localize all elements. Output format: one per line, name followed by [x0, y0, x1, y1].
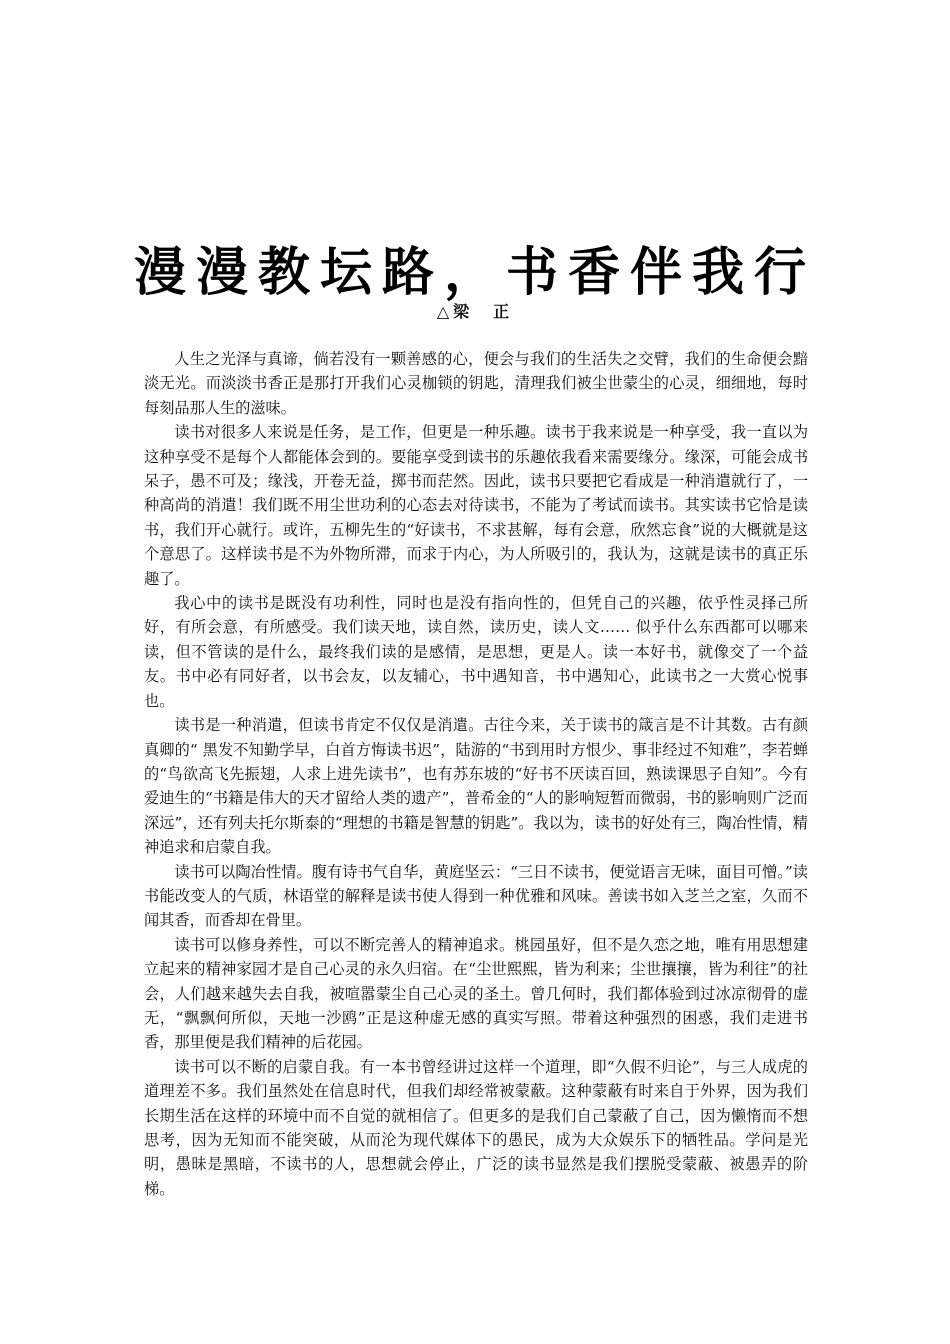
paragraph-3: 我心中的读书是既没有功利性，同时也是没有指向性的，但凭自己的兴趣，依乎性灵择己所好，有所会意，有所感受。我们读天地，读自然，读历史，读人文…… 似乎什么东西都可以哪来读，但不管读的是什么，最终我们读的是感情，是思想，更是人。读一本好书，就像交了一个益友。书中必有同好者，以书会友，以友辅心，书中遇知音，书中遇知心，此读书之一大赏心悦事也。 [144, 594, 808, 710]
paragraph-6: 读书可以修身养性，可以不断完善人的精神追求。桃园虽好，但不是久恋之地，唯有用思想建立起来的精神家园才是自己心灵的永久归宿。在“尘世熙熙，皆为利来；尘世攘攘，皆为利往”的社会，人们越来越失去自我，被喧嚣蒙尘自己心灵的圣土。曾几何时，我们都体验到过冰凉彻骨的虚无，“飘飘何所似，天地一沙鸥”正是这种虚无感的真实写照。带着这种强烈的困惑，我们走进书香，那里便是我们精神的后花园。 [144, 935, 808, 1052]
paragraph-5: 读书可以陶冶性情。腹有诗书气自华，黄庭坚云：“三日不读书，便觉语言无味，面目可憎。”读书能改变人的气质，林语堂的解释是读书使人得到一种优雅和风味。善读书如入芝兰之室，久而不闻其香，而香却在骨里。 [144, 862, 808, 930]
paragraph-2: 读书对很多人来说是任务，是工作，但更是一种乐趣。读书于我来说是一种享受，我一直以为这种享受不是每个人都能体会到的。要能享受到读书的乐趣依我看来需要缘分。缘深，可能会成书呆子，愚不可及；缘浅，开卷无益，掷书而茫然。因此，读书只要把它看成是一种消遣就行了，一种高尚的消遣！我们既不用尘世功利的心态去对待读书，不能为了考试而读书。其实读书它恰是读书，我们开心就行。或许，五柳先生的“好读书，不求甚解，每有会意，欣然忘食”说的大概就是这个意思了。这样读书是不为外物所滞，而求于内心，为人所吸引的，我认为，这就是读书的真正乐趣了。 [144, 423, 808, 588]
article-author: △梁 正 [436, 302, 514, 321]
article-body [144, 347, 808, 1201]
article-title: 漫漫教坛路，书香伴我行 [133, 242, 816, 303]
paragraph-4: 读书是一种消遣，但读书肯定不仅仅是消遣。古往今来，关于读书的箴言是不计其数。古有颜真卿的“ 黑发不知勤学早，白首方悔读书迟”，陆游的“书到用时方恨少、事非经过不知难”，李若蝉的“鸟欲高飞先振翅，人求上进先读书”，也有苏东坡的“好书不厌读百回，熟读课思子自知”。今有爱迪生的“书籍是伟大的天才留给人类的遗产”，普希金的“人的影响短暂而微弱，书的影响则广泛而深远”，还有列夫托尔斯泰的“理想的书籍是智慧的钥匙”。我以为，读书的好处有三，陶冶性情，精神追求和启蒙自我。 [144, 716, 808, 857]
paragraph-7: 读书可以不断的启蒙自我。有一本书曾经讲过这样一个道理，即“久假不归论”，与三人成虎的道理差不多。我们虽然处在信息时代，但我们却经常被蒙蔽。这种蒙蔽有时来自于外界，因为我们长期生活在这样的环境中而不自觉的就相信了。但更多的是我们自己蒙蔽了自己，因为懒惰而不想思考，因为无知而不能突破，从而沦为现代媒体下的愚民，成为大众娱乐下的牺牲品。学问是光明，愚昧是黑暗，不读书的人，思想就会停止，广泛的读书显然是我们摆脱受蒙蔽、被愚弄的阶梯。 [144, 1057, 808, 1198]
paragraph-1: 人生之光泽与真谛，倘若没有一颗善感的心，便会与我们的生活失之交臂，我们的生命便会黯淡无光。而淡淡书香正是那打开我们心灵枷锁的钥匙，清理我们被尘世蒙尘的心灵，细细地，每时每刻品那人生的滋味。 [144, 350, 808, 417]
